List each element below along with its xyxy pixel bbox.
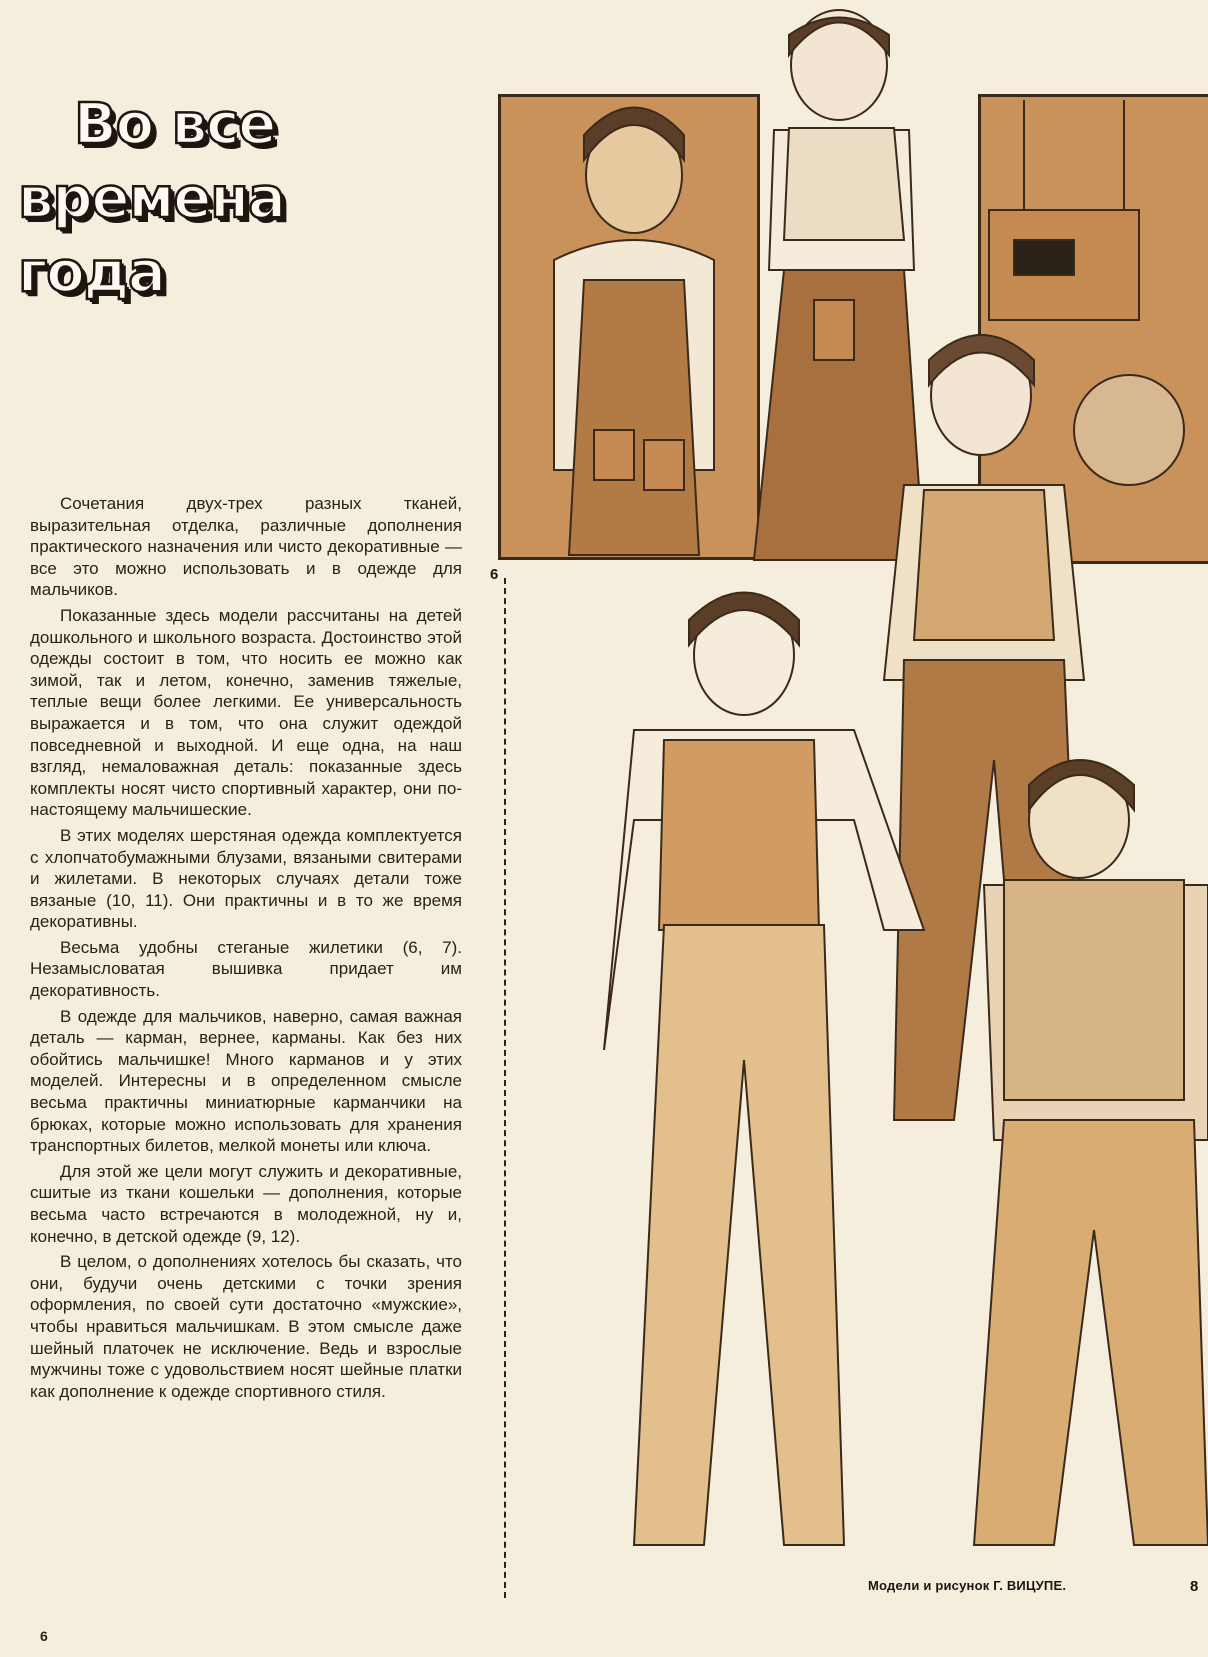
paragraph: Весьма удобны стеганые жилетики (6, 7). Незамысловатая вышивка придает им декоративность.	[30, 937, 462, 1001]
article-body	[30, 493, 462, 1406]
paragraph: Для этой же цели могут служить и декоративные, сшитые из ткани кошельки — дополнения, которые весьма часто встречаются в молодежной, ну и, конечно, в детской одежде (9, 12).	[30, 1161, 462, 1246]
page-number: 6	[40, 1628, 48, 1644]
paragraph: В одежде для мальчиков, наверно, самая важная деталь — карман, вернее, карманы. Как без них обойтись мальчишке! Много карманов и у этих моделей. Интересны и в определенном смысле весьма практичны миниатюрные карманчики на брюках, которые можно использовать для хранения транспортных билетов, мелкой монеты или ключа.	[30, 1006, 462, 1156]
figure-drawings	[484, 0, 1208, 1657]
figure-boy-vest-top	[754, 10, 924, 560]
paragraph: Сочетания двух-трех разных тканей, выразительная отделка, различные дополнения практического назначения или чисто декоративные — все это можно использовать и в одежде для мальчиков.	[30, 494, 462, 600]
fashion-illustration	[484, 0, 1208, 1657]
illustration-credit: Модели и рисунок Г. ВИЦУПЕ.	[868, 1578, 1067, 1593]
page-title	[18, 88, 438, 310]
paragraph: В целом, о дополнениях хотелось бы сказать, что они, будучи очень детскими с точки зрения оформления, по своей сути достаточно «мужские», чтобы нравиться мальчишкам. В этом смысле даже шейный платочек не исключение. Ведь и взрослые мужчины тоже с удовольствием носят шейные платки как дополнение к одежде спортивного стиля.	[30, 1252, 462, 1401]
title-line-1: Во все	[74, 92, 276, 157]
paragraph: Показанные здесь модели рассчитаны на детей дошкольного и школьного возраста. Достоинство этой одежды состоит в том, что носить ее можно как зимой, так и летом, конечно, заменив тяжелые, теплые вещи более легкими. Ее универсальность выражается и в том, что она служит одеждой повседневной и выходной. И еще одна, на наш взгляд, немаловажная деталь: показанные здесь комплекты носят чисто спортивный характер, они по-настоящему мальчишеские.	[30, 605, 462, 820]
figure-label-6: 6	[490, 566, 499, 583]
figure-label-8: 8	[1190, 1578, 1199, 1595]
figure-boy-overalls	[554, 108, 714, 556]
paragraph: В этих моделях шерстяная одежда комплектуется с хлопчатобумажными блузами, вязаными свитерами и жилетами. В некоторых случаях детали тоже вязаные (10, 11). Они практичны и в то же время декоративны.	[30, 825, 462, 932]
figure-boy-striped-vest	[604, 593, 924, 1546]
title-line-2: времена года	[18, 166, 285, 305]
